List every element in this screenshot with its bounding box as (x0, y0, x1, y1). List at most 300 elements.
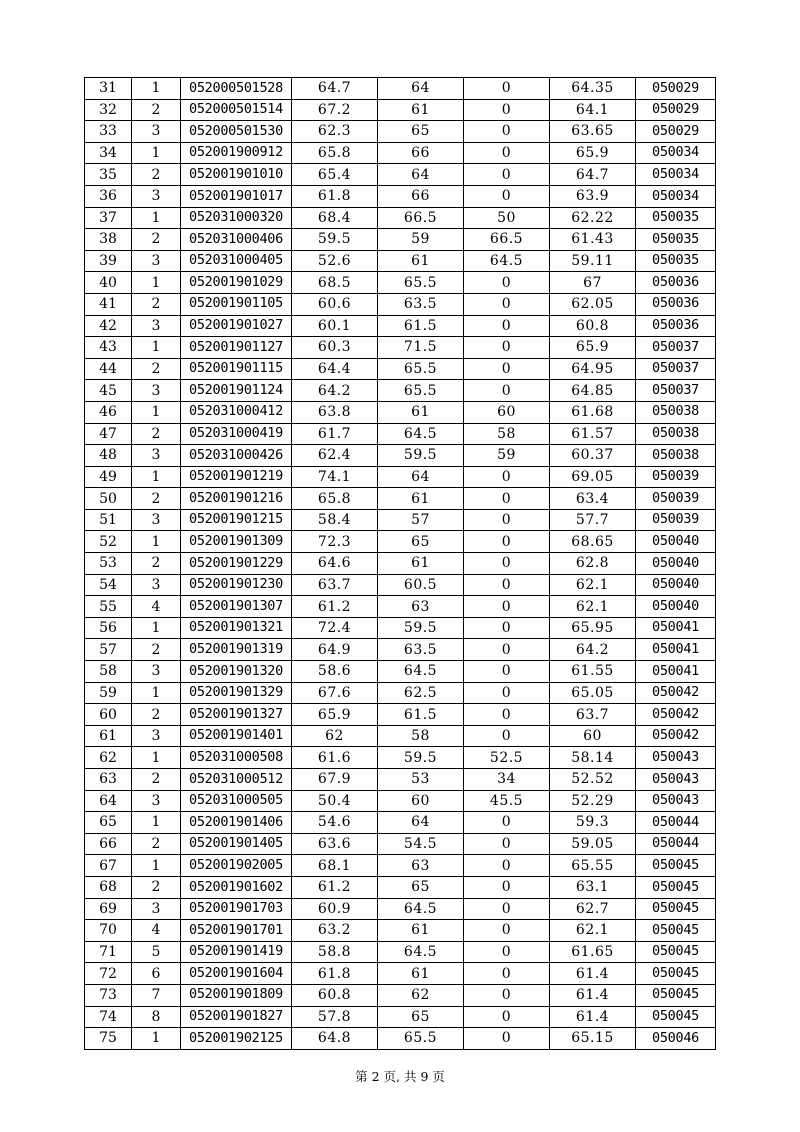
cell-seq-number: 63 (85, 769, 132, 791)
cell-total-score: 59.05 (550, 833, 636, 855)
table-row (85, 941, 716, 963)
cell-score-b: 64 (378, 466, 464, 488)
cell-score-c: 0 (464, 358, 550, 380)
cell-position-code: 050043 (636, 790, 716, 812)
cell-exam-id: 052001901401 (181, 725, 292, 747)
cell-group-rank: 2 (132, 769, 181, 791)
cell-position-code: 050035 (636, 250, 716, 272)
cell-exam-id: 052000501530 (181, 121, 292, 143)
cell-score-b: 59.5 (378, 445, 464, 467)
table-row (85, 1006, 716, 1028)
cell-score-c: 0 (464, 509, 550, 531)
cell-exam-id: 052001901229 (181, 553, 292, 575)
cell-score-b: 62 (378, 984, 464, 1006)
cell-exam-id: 052001901329 (181, 682, 292, 704)
cell-seq-number: 66 (85, 833, 132, 855)
score-table-body (85, 78, 716, 1050)
cell-exam-id: 052000501528 (181, 78, 292, 100)
cell-total-score: 57.7 (550, 509, 636, 531)
cell-score-c: 0 (464, 553, 550, 575)
cell-score-b: 63 (378, 855, 464, 877)
cell-score-c: 0 (464, 574, 550, 596)
cell-exam-id: 052001901115 (181, 358, 292, 380)
cell-group-rank: 2 (132, 639, 181, 661)
cell-seq-number: 45 (85, 380, 132, 402)
cell-total-score: 63.4 (550, 488, 636, 510)
cell-position-code: 050036 (636, 272, 716, 294)
cell-exam-id: 052001901127 (181, 337, 292, 359)
cell-exam-id: 052031000419 (181, 423, 292, 445)
cell-total-score: 69.05 (550, 466, 636, 488)
table-row (85, 1028, 716, 1050)
cell-score-b: 63 (378, 596, 464, 618)
cell-seq-number: 42 (85, 315, 132, 337)
cell-group-rank: 3 (132, 574, 181, 596)
cell-exam-id: 052001900912 (181, 142, 292, 164)
table-row (85, 509, 716, 531)
cell-seq-number: 69 (85, 898, 132, 920)
cell-score-a: 65.8 (292, 142, 378, 164)
cell-position-code: 050045 (636, 1006, 716, 1028)
cell-total-score: 59.11 (550, 250, 636, 272)
cell-score-b: 60 (378, 790, 464, 812)
cell-seq-number: 73 (85, 984, 132, 1006)
cell-score-a: 57.8 (292, 1006, 378, 1028)
cell-seq-number: 53 (85, 553, 132, 575)
cell-score-b: 66.5 (378, 207, 464, 229)
cell-score-b: 65 (378, 1006, 464, 1028)
cell-score-b: 61.5 (378, 704, 464, 726)
cell-group-rank: 2 (132, 358, 181, 380)
cell-score-a: 61.8 (292, 963, 378, 985)
cell-score-c: 0 (464, 1006, 550, 1028)
cell-group-rank: 8 (132, 1006, 181, 1028)
cell-seq-number: 32 (85, 99, 132, 121)
cell-score-b: 64.5 (378, 661, 464, 683)
cell-score-c: 0 (464, 596, 550, 618)
cell-score-a: 63.8 (292, 401, 378, 423)
cell-position-code: 050045 (636, 855, 716, 877)
cell-position-code: 050045 (636, 963, 716, 985)
cell-seq-number: 35 (85, 164, 132, 186)
cell-score-c: 0 (464, 833, 550, 855)
cell-group-rank: 1 (132, 207, 181, 229)
cell-score-a: 61.2 (292, 876, 378, 898)
cell-score-c: 34 (464, 769, 550, 791)
cell-score-b: 65 (378, 121, 464, 143)
cell-score-a: 64.2 (292, 380, 378, 402)
cell-score-c: 66.5 (464, 229, 550, 251)
cell-score-c: 58 (464, 423, 550, 445)
cell-total-score: 63.65 (550, 121, 636, 143)
cell-score-c: 0 (464, 898, 550, 920)
cell-score-a: 63.6 (292, 833, 378, 855)
cell-seq-number: 60 (85, 704, 132, 726)
cell-position-code: 050035 (636, 229, 716, 251)
cell-score-c: 50 (464, 207, 550, 229)
cell-total-score: 61.55 (550, 661, 636, 683)
cell-position-code: 050037 (636, 358, 716, 380)
cell-exam-id: 052001901124 (181, 380, 292, 402)
table-row (85, 121, 716, 143)
table-row (85, 380, 716, 402)
cell-seq-number: 64 (85, 790, 132, 812)
table-row (85, 747, 716, 769)
cell-score-a: 72.4 (292, 617, 378, 639)
cell-total-score: 62.7 (550, 898, 636, 920)
cell-score-c: 0 (464, 876, 550, 898)
cell-score-a: 60.1 (292, 315, 378, 337)
cell-total-score: 52.29 (550, 790, 636, 812)
table-row (85, 574, 716, 596)
cell-score-b: 61 (378, 99, 464, 121)
cell-total-score: 62.8 (550, 553, 636, 575)
cell-score-c: 0 (464, 725, 550, 747)
cell-exam-id: 052001901319 (181, 639, 292, 661)
cell-score-b: 63.5 (378, 639, 464, 661)
cell-group-rank: 3 (132, 509, 181, 531)
cell-total-score: 63.9 (550, 185, 636, 207)
cell-score-b: 57 (378, 509, 464, 531)
cell-total-score: 65.15 (550, 1028, 636, 1050)
cell-exam-id: 052001901027 (181, 315, 292, 337)
cell-seq-number: 54 (85, 574, 132, 596)
cell-exam-id: 052001901219 (181, 466, 292, 488)
cell-exam-id: 052001901406 (181, 812, 292, 834)
cell-total-score: 61.68 (550, 401, 636, 423)
cell-score-c: 0 (464, 272, 550, 294)
cell-group-rank: 2 (132, 876, 181, 898)
cell-group-rank: 6 (132, 963, 181, 985)
cell-score-c: 52.5 (464, 747, 550, 769)
cell-seq-number: 37 (85, 207, 132, 229)
table-row (85, 142, 716, 164)
cell-group-rank: 1 (132, 531, 181, 553)
cell-score-a: 54.6 (292, 812, 378, 834)
cell-exam-id: 052001901029 (181, 272, 292, 294)
table-row (85, 272, 716, 294)
cell-group-rank: 1 (132, 855, 181, 877)
cell-seq-number: 74 (85, 1006, 132, 1028)
cell-score-c: 0 (464, 704, 550, 726)
cell-score-b: 65 (378, 531, 464, 553)
cell-position-code: 050041 (636, 661, 716, 683)
table-row (85, 466, 716, 488)
cell-position-code: 050039 (636, 466, 716, 488)
cell-score-a: 58.8 (292, 941, 378, 963)
cell-score-a: 60.8 (292, 984, 378, 1006)
cell-total-score: 62.22 (550, 207, 636, 229)
table-row (85, 704, 716, 726)
cell-score-c: 0 (464, 293, 550, 315)
cell-exam-id: 052001901309 (181, 531, 292, 553)
cell-score-c: 0 (464, 315, 550, 337)
table-row (85, 185, 716, 207)
cell-group-rank: 2 (132, 229, 181, 251)
cell-total-score: 61.4 (550, 1006, 636, 1028)
table-row (85, 596, 716, 618)
cell-score-b: 64.5 (378, 941, 464, 963)
cell-seq-number: 58 (85, 661, 132, 683)
cell-score-c: 0 (464, 920, 550, 942)
table-row (85, 250, 716, 272)
cell-total-score: 64.1 (550, 99, 636, 121)
cell-position-code: 050029 (636, 99, 716, 121)
table-row (85, 790, 716, 812)
cell-seq-number: 48 (85, 445, 132, 467)
table-row (85, 423, 716, 445)
cell-score-c: 0 (464, 941, 550, 963)
cell-exam-id: 052001901307 (181, 596, 292, 618)
cell-score-c: 0 (464, 380, 550, 402)
cell-group-rank: 3 (132, 121, 181, 143)
cell-score-c: 0 (464, 99, 550, 121)
cell-group-rank: 2 (132, 553, 181, 575)
cell-group-rank: 1 (132, 812, 181, 834)
cell-score-b: 65 (378, 876, 464, 898)
cell-group-rank: 4 (132, 920, 181, 942)
cell-exam-id: 052000501514 (181, 99, 292, 121)
table-row (85, 984, 716, 1006)
cell-total-score: 65.9 (550, 337, 636, 359)
cell-score-a: 61.6 (292, 747, 378, 769)
cell-total-score: 59.3 (550, 812, 636, 834)
cell-score-c: 0 (464, 1028, 550, 1050)
cell-position-code: 050044 (636, 812, 716, 834)
cell-exam-id: 052031000505 (181, 790, 292, 812)
cell-score-a: 62.4 (292, 445, 378, 467)
table-row (85, 661, 716, 683)
cell-score-b: 66 (378, 142, 464, 164)
cell-exam-id: 052001901405 (181, 833, 292, 855)
cell-total-score: 61.57 (550, 423, 636, 445)
cell-total-score: 62.1 (550, 574, 636, 596)
cell-exam-id: 052031000512 (181, 769, 292, 791)
cell-score-a: 67.2 (292, 99, 378, 121)
cell-position-code: 050039 (636, 488, 716, 510)
cell-score-c: 0 (464, 185, 550, 207)
cell-position-code: 050042 (636, 682, 716, 704)
cell-group-rank: 7 (132, 984, 181, 1006)
cell-score-c: 0 (464, 531, 550, 553)
cell-seq-number: 56 (85, 617, 132, 639)
cell-score-a: 63.7 (292, 574, 378, 596)
cell-total-score: 63.1 (550, 876, 636, 898)
cell-score-a: 62.3 (292, 121, 378, 143)
cell-seq-number: 34 (85, 142, 132, 164)
cell-position-code: 050037 (636, 337, 716, 359)
table-row (85, 207, 716, 229)
cell-position-code: 050045 (636, 920, 716, 942)
cell-score-a: 63.2 (292, 920, 378, 942)
cell-score-a: 52.6 (292, 250, 378, 272)
cell-total-score: 62.1 (550, 920, 636, 942)
cell-score-a: 64.6 (292, 553, 378, 575)
cell-score-b: 64 (378, 164, 464, 186)
cell-group-rank: 1 (132, 337, 181, 359)
cell-position-code: 050034 (636, 142, 716, 164)
cell-group-rank: 1 (132, 142, 181, 164)
table-row (85, 833, 716, 855)
cell-position-code: 050038 (636, 445, 716, 467)
cell-total-score: 67 (550, 272, 636, 294)
cell-score-c: 59 (464, 445, 550, 467)
cell-total-score: 64.2 (550, 639, 636, 661)
cell-score-c: 0 (464, 812, 550, 834)
cell-position-code: 050040 (636, 531, 716, 553)
cell-position-code: 050034 (636, 185, 716, 207)
cell-score-a: 62 (292, 725, 378, 747)
cell-exam-id: 052001901320 (181, 661, 292, 683)
cell-score-c: 0 (464, 661, 550, 683)
cell-group-rank: 2 (132, 488, 181, 510)
cell-score-b: 65.5 (378, 358, 464, 380)
cell-seq-number: 33 (85, 121, 132, 143)
cell-group-rank: 3 (132, 185, 181, 207)
cell-exam-id: 052001901230 (181, 574, 292, 596)
table-row (85, 445, 716, 467)
cell-seq-number: 44 (85, 358, 132, 380)
table-row (85, 229, 716, 251)
cell-score-c: 45.5 (464, 790, 550, 812)
cell-group-rank: 1 (132, 272, 181, 294)
cell-score-c: 64.5 (464, 250, 550, 272)
cell-group-rank: 3 (132, 445, 181, 467)
cell-score-b: 64 (378, 812, 464, 834)
cell-total-score: 61.43 (550, 229, 636, 251)
cell-position-code: 050037 (636, 380, 716, 402)
table-row (85, 769, 716, 791)
cell-score-b: 53 (378, 769, 464, 791)
cell-exam-id: 052001901105 (181, 293, 292, 315)
cell-seq-number: 65 (85, 812, 132, 834)
cell-position-code: 050042 (636, 704, 716, 726)
cell-score-b: 61 (378, 488, 464, 510)
cell-group-rank: 2 (132, 164, 181, 186)
cell-score-c: 0 (464, 488, 550, 510)
cell-score-c: 0 (464, 984, 550, 1006)
cell-total-score: 61.65 (550, 941, 636, 963)
cell-total-score: 65.05 (550, 682, 636, 704)
cell-group-rank: 1 (132, 617, 181, 639)
cell-score-a: 67.6 (292, 682, 378, 704)
cell-score-c: 60 (464, 401, 550, 423)
cell-seq-number: 40 (85, 272, 132, 294)
cell-exam-id: 052001901216 (181, 488, 292, 510)
cell-group-rank: 1 (132, 401, 181, 423)
cell-position-code: 050040 (636, 596, 716, 618)
cell-score-a: 68.4 (292, 207, 378, 229)
page-footer: 第 2 页, 共 9 页 (355, 1069, 445, 1084)
table-row (85, 725, 716, 747)
cell-score-b: 61 (378, 920, 464, 942)
table-row (85, 164, 716, 186)
cell-seq-number: 49 (85, 466, 132, 488)
cell-score-c: 0 (464, 682, 550, 704)
cell-score-b: 60.5 (378, 574, 464, 596)
cell-seq-number: 57 (85, 639, 132, 661)
cell-position-code: 050038 (636, 401, 716, 423)
cell-seq-number: 50 (85, 488, 132, 510)
cell-score-a: 59.5 (292, 229, 378, 251)
cell-total-score: 61.4 (550, 963, 636, 985)
cell-seq-number: 72 (85, 963, 132, 985)
cell-position-code: 050035 (636, 207, 716, 229)
cell-score-c: 0 (464, 164, 550, 186)
cell-seq-number: 52 (85, 531, 132, 553)
cell-seq-number: 71 (85, 941, 132, 963)
cell-seq-number: 39 (85, 250, 132, 272)
cell-score-b: 65.5 (378, 380, 464, 402)
cell-seq-number: 47 (85, 423, 132, 445)
cell-score-c: 0 (464, 337, 550, 359)
cell-score-a: 65.4 (292, 164, 378, 186)
table-row (85, 488, 716, 510)
cell-score-b: 61 (378, 553, 464, 575)
cell-total-score: 64.35 (550, 78, 636, 100)
cell-exam-id: 052001901017 (181, 185, 292, 207)
cell-total-score: 60.37 (550, 445, 636, 467)
cell-score-b: 61 (378, 401, 464, 423)
cell-score-a: 67.9 (292, 769, 378, 791)
cell-position-code: 050029 (636, 78, 716, 100)
cell-total-score: 62.1 (550, 596, 636, 618)
cell-score-c: 0 (464, 639, 550, 661)
cell-score-b: 64.5 (378, 423, 464, 445)
cell-seq-number: 36 (85, 185, 132, 207)
cell-seq-number: 51 (85, 509, 132, 531)
cell-exam-id: 052001902005 (181, 855, 292, 877)
cell-exam-id: 052001901604 (181, 963, 292, 985)
cell-position-code: 050046 (636, 1028, 716, 1050)
cell-group-rank: 3 (132, 725, 181, 747)
cell-total-score: 52.52 (550, 769, 636, 791)
cell-score-b: 64.5 (378, 898, 464, 920)
cell-position-code: 050040 (636, 574, 716, 596)
cell-score-a: 74.1 (292, 466, 378, 488)
cell-exam-id: 052031000412 (181, 401, 292, 423)
cell-total-score: 58.14 (550, 747, 636, 769)
cell-exam-id: 052001901703 (181, 898, 292, 920)
cell-seq-number: 41 (85, 293, 132, 315)
cell-group-rank: 3 (132, 661, 181, 683)
cell-group-rank: 3 (132, 315, 181, 337)
cell-score-b: 65.5 (378, 272, 464, 294)
cell-score-a: 64.8 (292, 1028, 378, 1050)
cell-score-a: 68.1 (292, 855, 378, 877)
cell-score-b: 62.5 (378, 682, 464, 704)
table-row (85, 812, 716, 834)
cell-exam-id: 052001902125 (181, 1028, 292, 1050)
table-row (85, 401, 716, 423)
cell-score-b: 59.5 (378, 747, 464, 769)
cell-exam-id: 052031000426 (181, 445, 292, 467)
cell-score-a: 65.8 (292, 488, 378, 510)
table-row (85, 639, 716, 661)
cell-score-c: 0 (464, 963, 550, 985)
cell-seq-number: 62 (85, 747, 132, 769)
cell-score-c: 0 (464, 121, 550, 143)
cell-total-score: 65.55 (550, 855, 636, 877)
table-row (85, 898, 716, 920)
cell-score-a: 58.6 (292, 661, 378, 683)
cell-exam-id: 052031000320 (181, 207, 292, 229)
cell-group-rank: 1 (132, 466, 181, 488)
score-table (84, 77, 716, 1050)
cell-exam-id: 052001901602 (181, 876, 292, 898)
cell-position-code: 050043 (636, 769, 716, 791)
cell-exam-id: 052001901827 (181, 1006, 292, 1028)
